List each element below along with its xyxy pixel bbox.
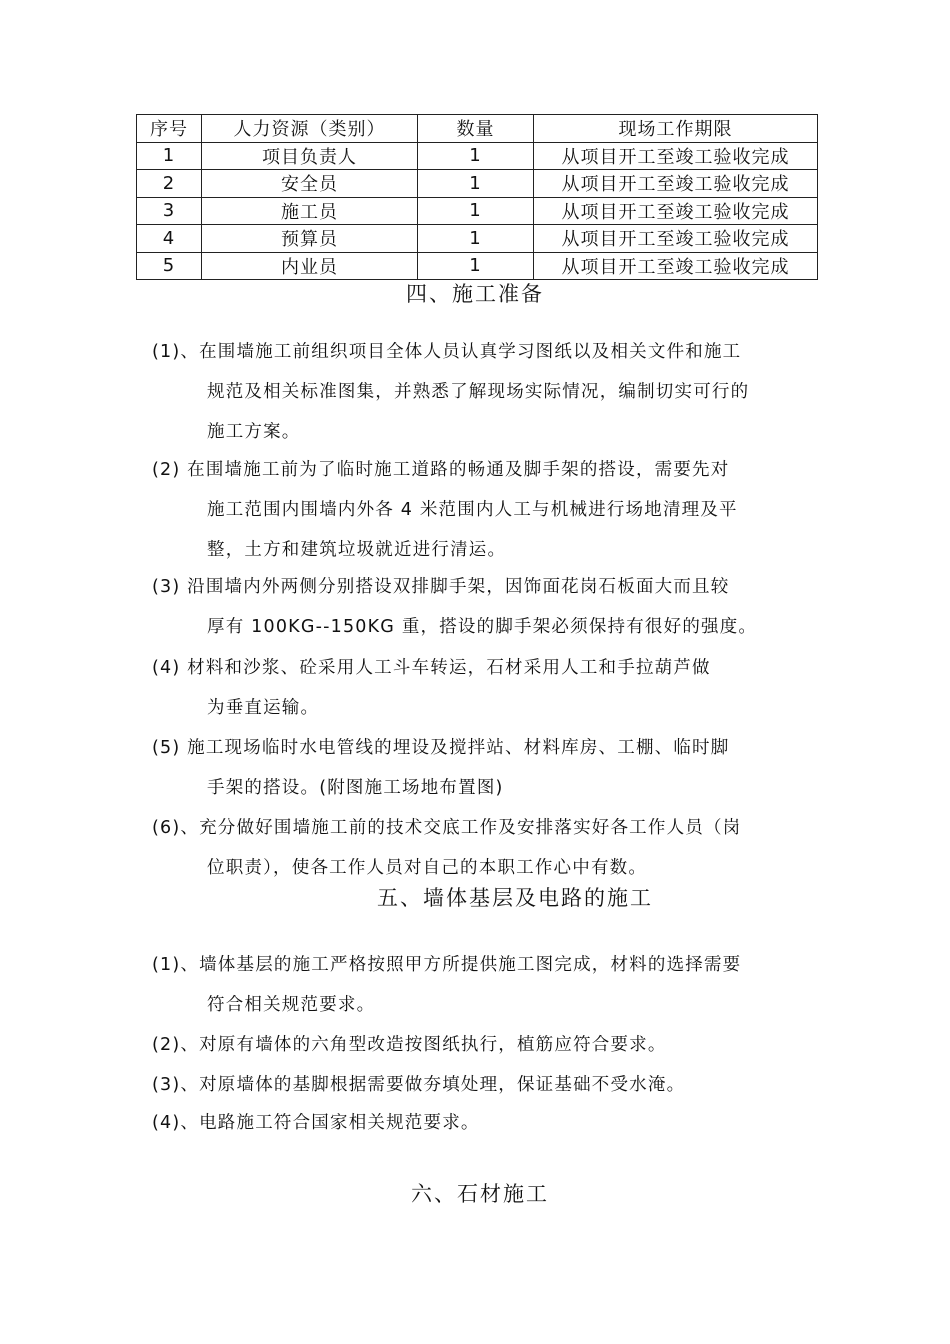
cell-index: 5 [137, 252, 202, 280]
section-heading-wall-base: 五、墙体基层及电路的施工 [377, 886, 653, 910]
paragraph-line: 手架的搭设。(附图施工场地布置图) [207, 778, 504, 798]
header-role: 人力资源（类别） [202, 115, 418, 143]
staff-table [136, 114, 818, 280]
paragraph-line: (3)、对原墙体的基脚根据需要做夯填处理，保证基础不受水淹。 [152, 1075, 686, 1095]
header-index: 序号 [137, 115, 202, 143]
cell-index: 1 [137, 142, 202, 170]
cell-index: 2 [137, 170, 202, 198]
paragraph-item [152, 332, 812, 452]
paragraph-line: 规范及相关标准图集，并熟悉了解现场实际情况，编制切实可行的 [207, 382, 750, 402]
cell-period: 从项目开工至竣工验收完成 [534, 170, 818, 198]
section-heading-preparation: 四、施工准备 [406, 282, 544, 306]
paragraph-line: 为垂直运输。 [207, 698, 320, 718]
table-header-row [137, 115, 818, 143]
paragraph-line: 施工范围内围墙内外各 4 米范围内人工与机械进行场地清理及平 [207, 500, 738, 520]
paragraph-item [152, 1025, 812, 1065]
paragraph-item [152, 945, 812, 1025]
paragraph-line: (1)、墙体基层的施工严格按照甲方所提供施工图完成，材料的选择需要 [152, 955, 742, 975]
header-quantity: 数量 [418, 115, 534, 143]
paragraph-line: (5) 施工现场临时水电管线的埋设及搅拌站、材料库房、工棚、临时脚 [152, 738, 730, 758]
paragraph-item [152, 808, 812, 888]
paragraph-line: 符合相关规范要求。 [207, 995, 376, 1015]
cell-role: 内业员 [202, 252, 418, 280]
cell-quantity: 1 [418, 252, 534, 280]
paragraph-item [152, 648, 812, 728]
paragraph-line: (2) 在围墙施工前为了临时施工道路的畅通及脚手架的搭设，需要先对 [152, 460, 730, 480]
paragraph-item [152, 1065, 812, 1105]
table-row [137, 170, 818, 198]
cell-period: 从项目开工至竣工验收完成 [534, 197, 818, 225]
paragraph-item [152, 1103, 812, 1143]
paragraph-line: (1)、在围墙施工前组织项目全体人员认真学习图纸以及相关文件和施工 [152, 342, 742, 362]
paragraph-item [152, 728, 812, 808]
cell-index: 3 [137, 197, 202, 225]
cell-role: 项目负责人 [202, 142, 418, 170]
paragraph-line: 整，土方和建筑垃圾就近进行清运。 [207, 540, 507, 560]
cell-quantity: 1 [418, 197, 534, 225]
paragraph-line: (4) 材料和沙浆、砼采用人工斗车转运，石材采用人工和手拉葫芦做 [152, 658, 711, 678]
paragraph-line: 厚有 100KG--150KG 重，搭设的脚手架必须保持有很好的强度。 [207, 617, 758, 637]
cell-role: 预算员 [202, 225, 418, 253]
table-row [137, 252, 818, 280]
paragraph-line: (6)、充分做好围墙施工前的技术交底工作及安排落实好各工作人员（岗 [152, 818, 742, 838]
paragraph-line: 施工方案。 [207, 422, 301, 442]
paragraph-line: (3) 沿围墙内外两侧分别搭设双排脚手架，因饰面花岗石板面大而且较 [152, 577, 730, 597]
cell-index: 4 [137, 225, 202, 253]
paragraph-line: (4)、电路施工符合国家相关规范要求。 [152, 1113, 480, 1133]
table-row [137, 225, 818, 253]
cell-role: 施工员 [202, 197, 418, 225]
paragraph-line: 位职责），使各工作人员对自己的本职工作心中有数。 [207, 858, 648, 878]
table-row [137, 197, 818, 225]
cell-period: 从项目开工至竣工验收完成 [534, 142, 818, 170]
cell-quantity: 1 [418, 142, 534, 170]
paragraph-item [152, 450, 812, 570]
cell-period: 从项目开工至竣工验收完成 [534, 225, 818, 253]
paragraph-line: (2)、对原有墙体的六角型改造按图纸执行，植筋应符合要求。 [152, 1035, 667, 1055]
cell-role: 安全员 [202, 170, 418, 198]
header-period: 现场工作期限 [534, 115, 818, 143]
cell-quantity: 1 [418, 225, 534, 253]
paragraph-item [152, 567, 812, 647]
table-row [137, 142, 818, 170]
cell-period: 从项目开工至竣工验收完成 [534, 252, 818, 280]
cell-quantity: 1 [418, 170, 534, 198]
section-heading-stone: 六、石材施工 [411, 1182, 549, 1206]
